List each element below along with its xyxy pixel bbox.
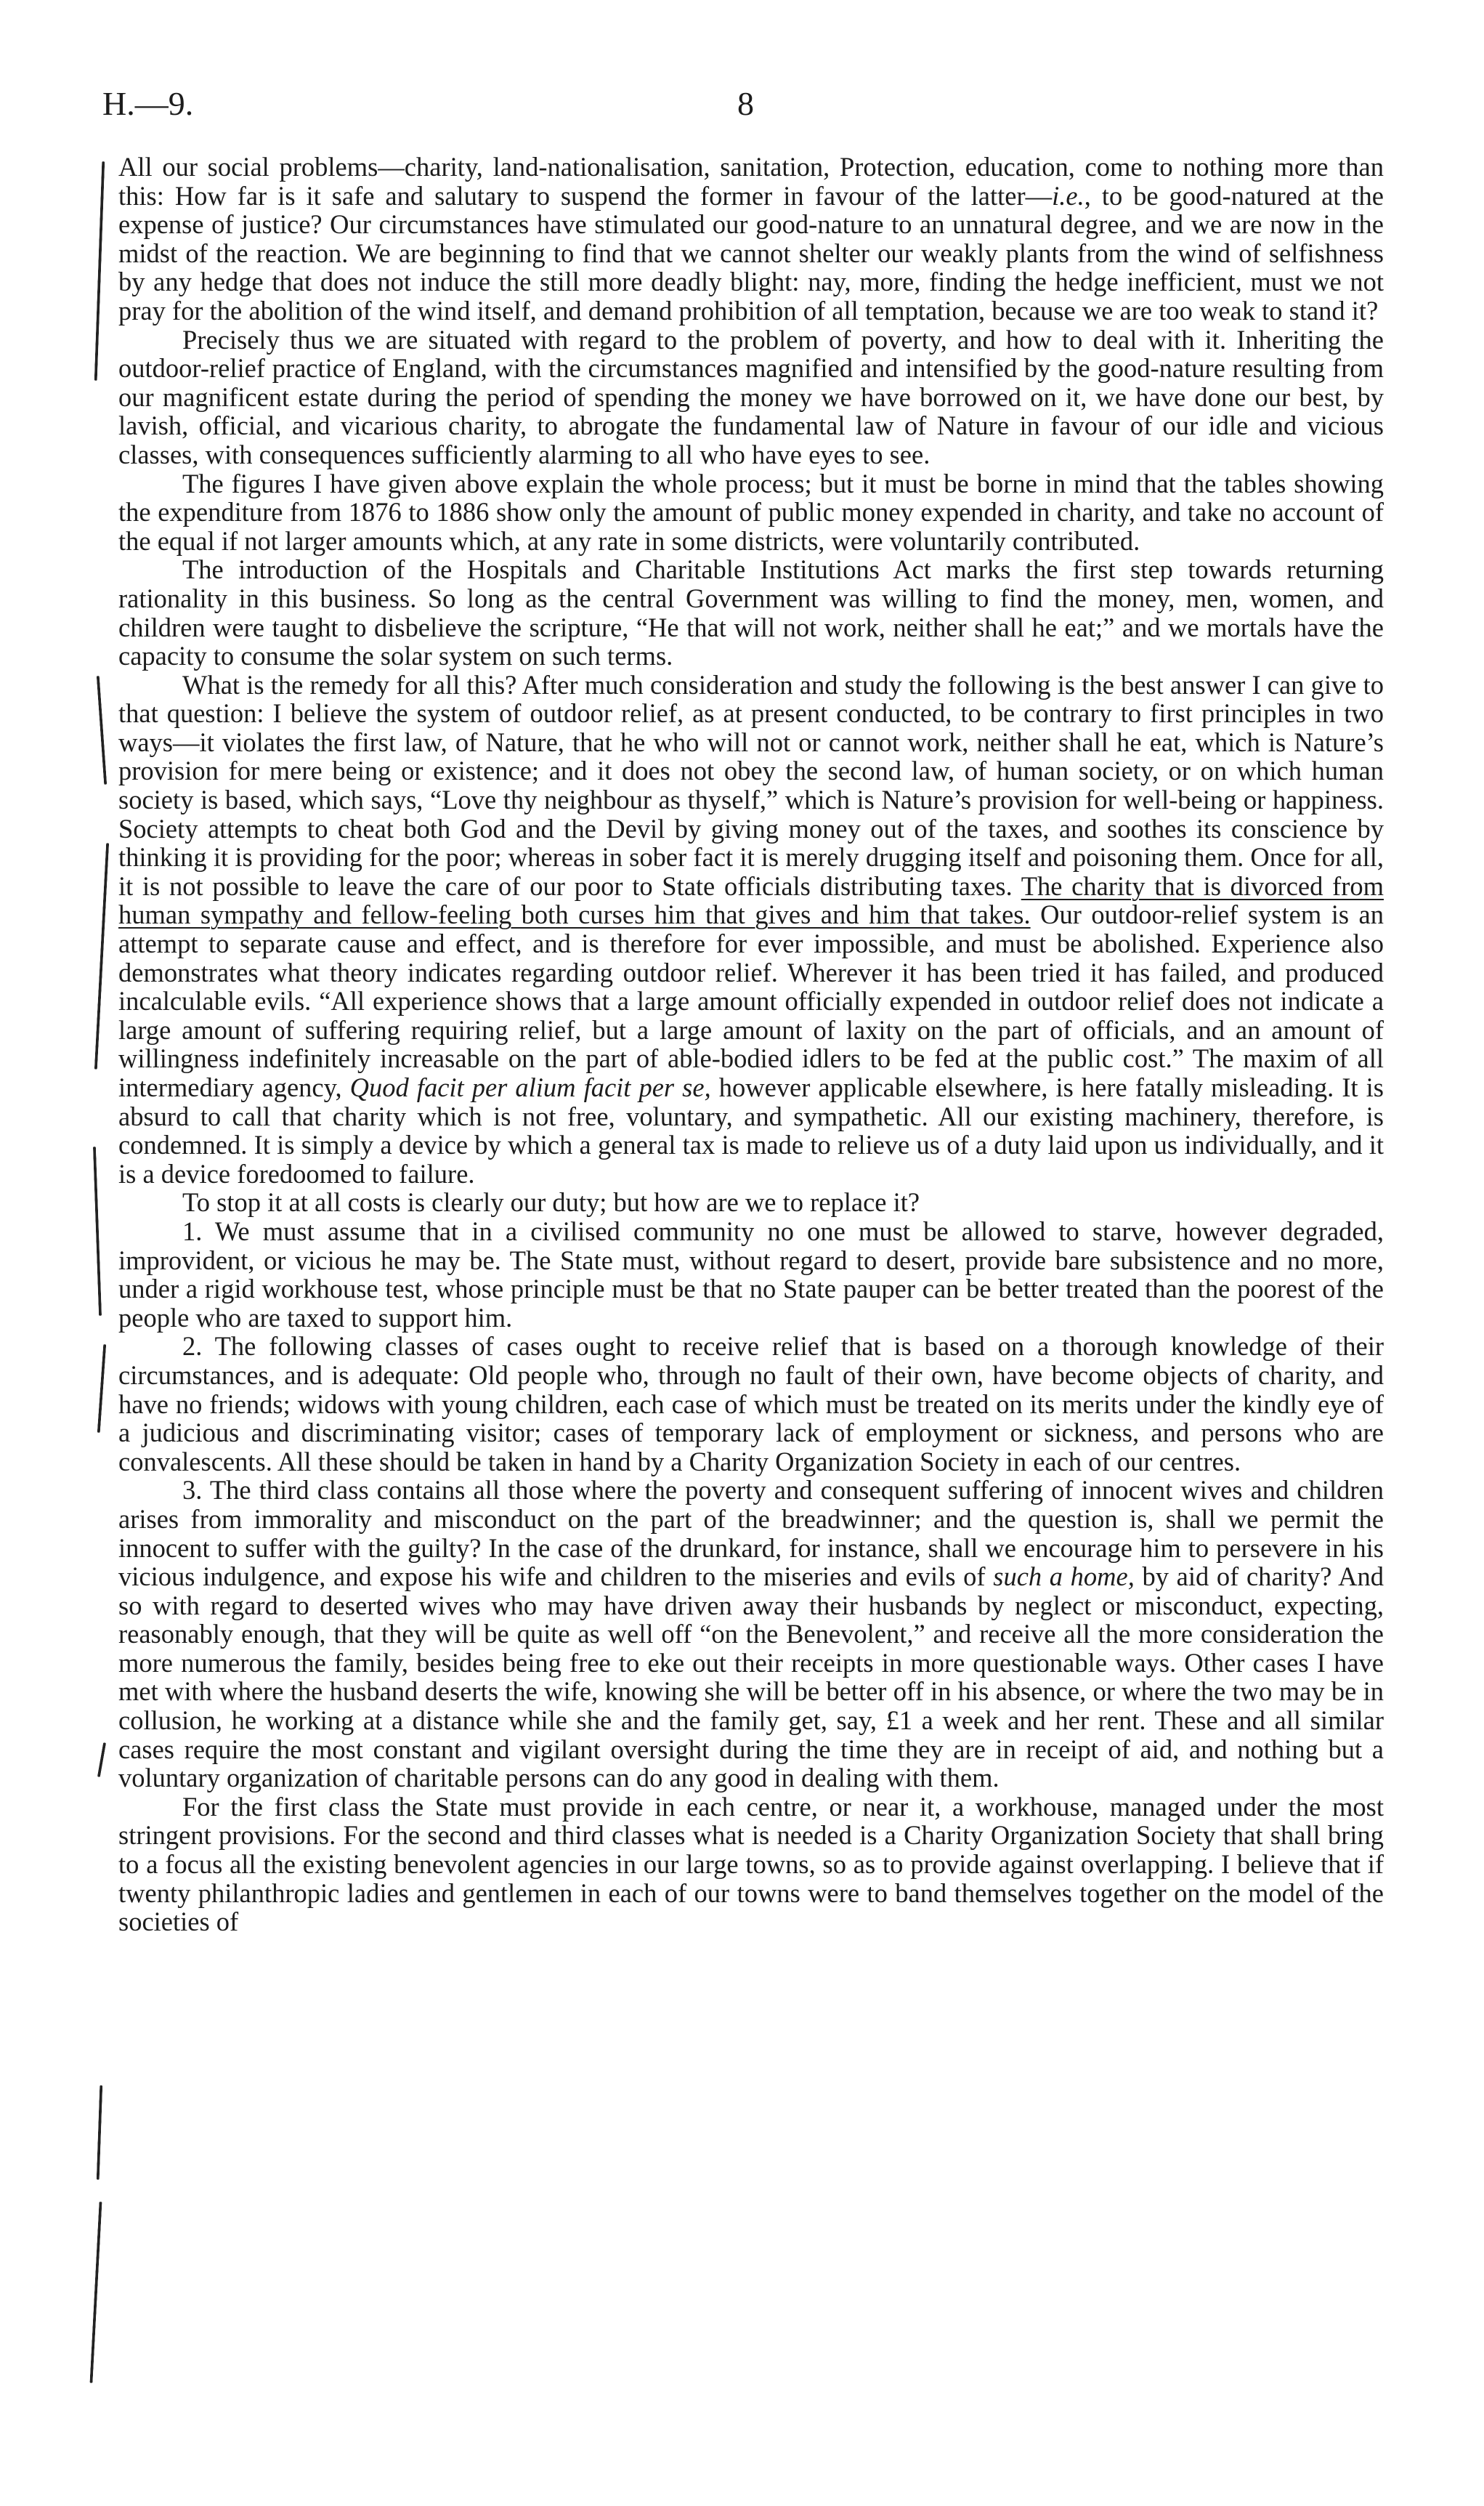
- paragraph-2: Precisely thus we are situated with regard to the problem of poverty, and how to deal with it. Inheriting the outdoor-relief practice of England, with the circumstances magnified and intensified by the good-nature resulting from our magnificent estate during the period of spending the money we have borrowed on it, we have done our best, by lavish, official, and vicarious charity, to abrogate the fundamental law of Nature in favour of our idle and vicious classes, with consequences sufficiently alarming to all who have eyes to see.: [118, 324, 1384, 469]
- paragraph-7: 1. We must assume that in a civilised community no one must be allowed to starve, however degraded, improvident, or vicious he may be. The State must, without regard to desert, provide bare subsistence and no more, under a rigid workhouse test, whose principle must be that no State pauper can be better treated than the poorest of the people who are taxed to support him.: [118, 1216, 1384, 1333]
- paragraph-3: The figures I have given above explain the whole process; but it must be borne in mind that the tables showing the expenditure from 1876 to 1886 show only the amount of public money expended in charity, and take no account of the equal if not larger amounts which, at any rate in some districts, were voluntarily contributed.: [118, 468, 1384, 556]
- margin-mark: [97, 676, 107, 785]
- document-reference: H.—9.: [102, 85, 194, 122]
- margin-mark: [93, 1147, 102, 1316]
- latin-maxim: Quod facit per alium facit per se,: [349, 1072, 711, 1102]
- page-number: 8: [737, 85, 754, 122]
- paragraph-9: 3. The third class contains all those where the poverty and consequent suffering of innocent wives and children arises from immorality and misconduct on the part of the breadwinner; and the question is, shall we permit the innocent to suffer with the guilty? In the case of the drunkard, for instance, shall we encourage him to persevere in his vicious indulgence, and expose his wife and children to the miseries and evils of such a home, by aid of charity? And so with regard to deserted wives who may have driven away their husbands by neglect or misconduct, expecting, reasonably enough, that they will be quite as well off “on the Benevolent,” and receive all the more consideration the more numerous the family, besides being free to eke out their receipts in more questionable ways. Other cases I have met with where the husband deserts the wife, knowing she will be better off in his absence, or where the two may be in collusion, he working at a distance while she and the family get, say, £1 a week and her rent. These and all similar cases require the most constant and vigilant oversight during the time they are in receipt of aid, and nothing but a voluntary organization of charitable persons can do any good in dealing with them.: [118, 1475, 1384, 1793]
- paragraph-4: The introduction of the Hospitals and Charitable Institutions Act marks the first step towards returning rationality in this business. So long as the central Government was willing to find the money, men, women, and children were taught to disbelieve the scripture, “He that will not work, neither shall he eat;” and we mortals have the capacity to consume the solar system on such terms.: [118, 554, 1384, 671]
- paragraph-8: 2. The following classes of cases ought to receive relief that is based on a thorough knowledge of their circumstances, and is adequate: Old people who, through no fault of their own, have become objects of charity, and have no friends; widows with young children, each case of which must be treated on its merits under the kindly eye of a judicious and discriminating visitor; cases of temporary lack of employment or sickness, and persons who are convalescents. All these should be taken in hand by a Charity Organization Society in each of our centres.: [118, 1331, 1384, 1476]
- margin-mark: [97, 1742, 106, 1777]
- paragraph-6: To stop it at all costs is clearly our duty; but how are we to replace it?: [182, 1187, 920, 1218]
- margin-mark: [94, 843, 109, 1070]
- underlined-passage: The charity that is divorced from human sympathy and fellow-feeling both curses him that gives and him that takes.: [118, 870, 1384, 930]
- paragraph-5: What is the remedy for all this? After much consideration and study the following is the best answer I can give to that question: I believe the system of outdoor relief, as at present conducted, to be contrary to first principles in two ways—it violates the first law, of Nature, that he who will not or cannot work, neither shall he eat, which is Nature’s provision for mere being or existence; and it does not obey the second law, of human society, or on which human society is based, which says, “Love thy neighbour as thyself,” which is Nature’s provision for well-being or happiness. Society attempts to cheat both God and the Devil by giving money out of the taxes, and soothes its conscience by thinking it is providing for the poor; whereas in sober fact it is merely drugging itself and poisoning them. Once for all, it is not possible to leave the care of our poor to State officials distributing taxes. The charity that is divorced from human sympathy and fellow-feeling both curses him that gives and him that takes. Our outdoor-relief system is an attempt to separate cause and effect, and is therefore for ever impossible, and must be abolished. Experience also demonstrates what theory indicates regarding outdoor relief. Wherever it has been tried it has failed, and produced incalculable evils. “All experience shows that a large amount officially expended in outdoor relief does not indicate a large amount of suffering requiring relief, but a large amount of laxity on the part of officials, and an amount of willingness indefinitely increasable on the part of able-bodied idlers to be fed at the public cost.” The maxim of all intermediary agency, Quod facit per alium facit per se, however applicable elsewhere, is here fatally misleading. It is absurd to call that charity which is not free, voluntary, and sympathetic. All our existing machinery, therefore, is condemned. It is simply a device by which a general tax is made to relieve us of a duty laid upon us individually, and it is a device foredoomed to failure.: [118, 669, 1384, 1189]
- margin-mark: [94, 161, 105, 381]
- margin-mark: [97, 1344, 107, 1433]
- paragraph-10: For the first class the State must provide in each centre, or near it, a workhouse, managed under the most stringent provisions. For the second and third classes what is needed is a Charity Organization Society that shall bring to a focus all the existing benevolent agencies in our large towns, so as to provide against overlapping. I believe that if twenty philanthropic ladies and gentlemen in each of our towns were to band themselves together on the model of the societies of: [118, 1791, 1384, 1937]
- margin-mark: [89, 2202, 102, 2383]
- document-body: [118, 153, 1384, 1936]
- paragraph-1: All our social problems—charity, land-nationalisation, sanitation, Protection, education, come to nothing more than this: How far is it safe and salutary to suspend the former in favour of the latter—i.e., to be good-natured at the expense of justice? Our circumstances have stimulated our good-nature to an unnatural degree, and we are now in the midst of the reaction. We are beginning to find that we cannot shelter our weakly plants from the wind of selfishness by any hedge that does not induce the still more deadly blight: nay, more, finding the hedge inefficient, must we not pray for the abolition of the wind itself, and demand prohibition of all temptation, because we are too weak to stand it?: [118, 152, 1384, 326]
- margin-mark: [97, 2085, 103, 2180]
